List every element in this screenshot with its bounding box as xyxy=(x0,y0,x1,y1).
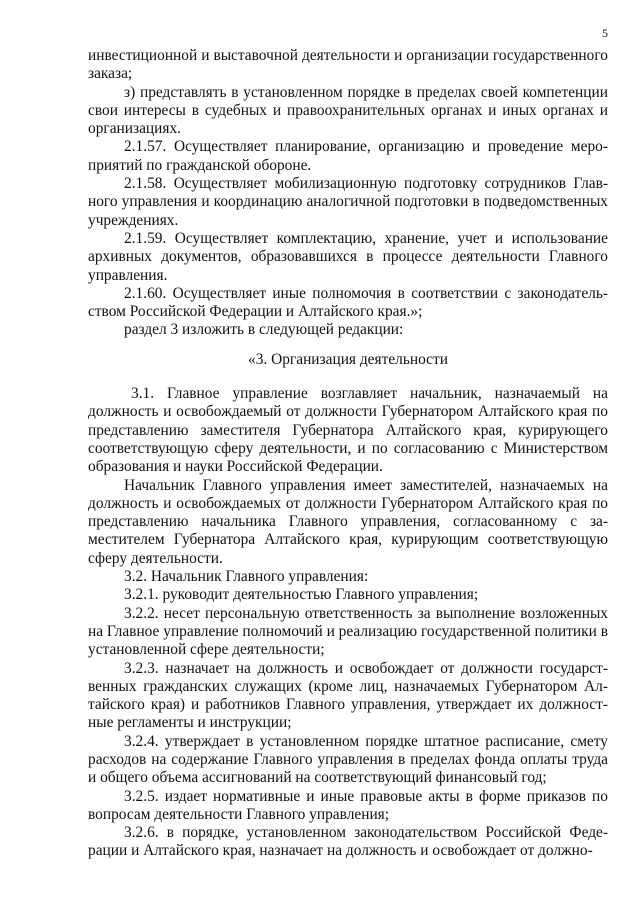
paragraph-3-2-4: 3.2.4. утверждает в установленном порядке штатное расписание, смету расходов на содержание Главного управления в пределах фонда оплаты труда и общего объема ассигнований на соответствующий финансовый год; xyxy=(88,732,608,787)
paragraph-3-2: 3.2. Начальник Главного управления: xyxy=(124,568,369,586)
paragraph-2-1-60: 2.1.60. Осуществляет иные полномочия в соответствии с законодательством Российской Федерации и Алтайского края.»; xyxy=(88,284,608,321)
paragraph-2-1-57: 2.1.57. Осуществляет планирование, организацию и проведение мероприятий по гражданской обороне. xyxy=(88,138,608,174)
paragraph-3-2-6: 3.2.6. в порядке, установленном законодательством Российской Федерации и Алтайского края, назначает на должность и освобождает от должно- xyxy=(88,824,608,860)
paragraph-2-1-58: 2.1.58. Осуществляет мобилизационную подготовку сотрудников Главного управления и координацию аналогичной подготовки в подведомственных учреждениях. xyxy=(88,175,608,229)
paragraph-3-1: 3.1. Главное управление возглавляет начальник, назначаемый на должность и освобождаемый от должности Губернатором Алтайского края по представлению заместителя Губернатора Алтайского края, курирующего соответствующую сферу деятельности, и по согласованию с Министерством образования и науки Российской Федерации. xyxy=(88,385,608,476)
paragraph-3-2-3: 3.2.3. назначает на должность и освобождает от должности государственных гражданских служащих (кроме лиц, назначаемых Губернатором Алтайского края) и работников Главного управления, утверждает их должностные регламенты и инструкции; xyxy=(88,659,608,732)
paragraph-item-z: з) представлять в установленном порядке в пределах своей компетенции свои интересы в судебных и правоохранительных органах и иных органах и организациях. xyxy=(88,83,608,138)
paragraph-2-1-59: 2.1.59. Осуществляет комплектацию, хранение, учет и использование архивных документов, образовавшихся в процессе деятельности Главного управления. xyxy=(88,229,608,284)
document-body xyxy=(88,47,608,861)
paragraph-3-2-5: 3.2.5. издает нормативные и иные правовые акты в форме приказов по вопросам деятельности Главного управления; xyxy=(88,787,608,823)
section-heading: «3. Организация деятельности xyxy=(248,350,448,368)
paragraph-continuation: инвестиционной и выставочной деятельности и организации государственного заказа; xyxy=(88,47,608,83)
paragraph-3-2-1: 3.2.1. руководит деятельностью Главного управления; xyxy=(124,586,479,604)
paragraph-amendment-note: раздел 3 изложить в следующей редакции: xyxy=(124,321,404,339)
page-number: 5 xyxy=(602,26,608,40)
paragraph-3-2-2: 3.2.2. несет персональную ответственность за выполнение возложенных на Главное управление полномочий и реализацию государственной политики в установленной сфере деятельности; xyxy=(88,604,608,659)
paragraph-deputies: Начальник Главного управления имеет заместителей, назначаемых на должность и освобождаемых от должности Губернатором Алтайского края по представлению начальника Главного управления, согласованному с заместителем Губернатора Алтайского края, курирующим соответствующую сферу деятельности. xyxy=(88,476,608,567)
